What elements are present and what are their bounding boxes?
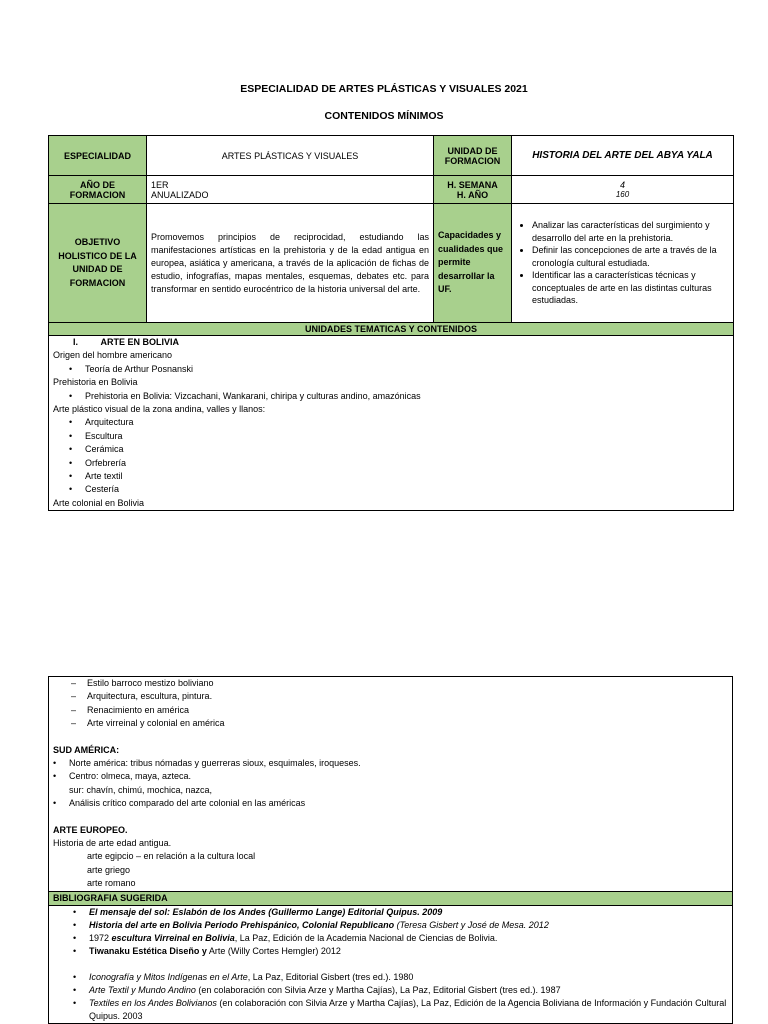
bib-item: • Iconografía y Mitos Indígenas en el Arte, La Paz, Editorial Gisbert (tres ed.). 1980: [53, 971, 728, 984]
objetivo-text: Promovemos principios de reciprocidad, estudiando las manifestaciones artísticas en la prehistoria y de la edad antigua en europea, asiática y americana, a través de la aplicación de fichas de estudio, infografías, mapas mentales, esquemas, debates etc. para transformar en sentido eurocéntrico de la historia universal del arte.: [147, 204, 434, 323]
euro-line: arte griego: [87, 864, 131, 875]
content-line: Origen del hombre americano: [53, 350, 173, 361]
contents-cell-1: [49, 336, 734, 511]
sud-title: SUD AMÉRICA:: [53, 744, 120, 755]
content-bullet: • Arquitectura: [53, 416, 729, 429]
bib-item: • Tiwanaku Estética Diseño y Arte (Willy Cortes Hemgler) 2012: [53, 945, 728, 958]
h-semana-label: H. SEMANA: [447, 179, 498, 190]
unidades-header: UNIDADES TEMATICAS Y CONTENIDOS: [49, 323, 734, 336]
dash-item: – Renacimiento en américa: [53, 704, 728, 717]
h-anio-value: 160: [615, 190, 630, 199]
info-table: [48, 135, 734, 511]
hours-labels: [434, 176, 512, 204]
unidad-label: UNIDAD DE FORMACION: [434, 136, 512, 176]
unidad-value: HISTORIA DEL ARTE DEL ABYA YALA: [512, 136, 734, 176]
anio-value-2: ANUALIZADO: [151, 189, 209, 200]
document-title: ESPECIALIDAD DE ARTES PLÁSTICAS Y VISUALES 2021: [240, 83, 528, 95]
capacidad-item: • Identificar las a características técnicas y conceptuales de arte en las distintas culturas estudiadas.: [532, 269, 731, 307]
sud-bullet: • Centro: olmeca, maya, azteca.: [53, 770, 728, 783]
section-number: I.: [73, 337, 79, 347]
sud-line: sur: chavín, chimú, mochica, nazca,: [69, 784, 213, 795]
bibliography-header: BIBLIOGRAFIA SUGERIDA: [49, 891, 733, 905]
content-bullet: • Prehistoria en Bolivia: Vizcachani, Wankarani, chiripa y culturas andino, amazónicas: [53, 390, 729, 403]
capacidad-item: • Definir las concepciones de arte a través de la cronología cultural estudiada.: [532, 244, 731, 269]
bib-item: • El mensaje del sol: Eslabón de los Andes (Guillermo Lange) Editorial Quipus. 2009: [53, 906, 728, 919]
euro-title: ARTE EUROPEO.: [53, 824, 128, 835]
h-semana-value: 4: [619, 180, 625, 190]
content-line: Arte plástico visual de la zona andina, valles y llanos:: [53, 404, 266, 415]
contents-cell-2: [49, 677, 733, 892]
euro-line: arte romano: [87, 878, 136, 889]
bib-item: • Arte Textil y Mundo Andino (en colaboración con Silvia Arze y Martha Cajías), La Paz, Editorial Gisbert (tres ed.). 1987: [53, 984, 728, 997]
content-bullet: • Orfebrería: [53, 457, 729, 470]
section-title: ARTE EN BOLIVIA: [100, 337, 180, 347]
especialidad-value: ARTES PLÁSTICAS Y VISUALES: [147, 136, 434, 176]
content-line: Prehistoria en Bolivia: [53, 377, 138, 388]
dash-item: – Arquitectura, escultura, pintura.: [53, 690, 728, 703]
euro-line: arte egipcio – en relación a la cultura local: [87, 851, 256, 862]
bib-item: • Textiles en los Andes Bolivianos (en colaboración con Silvia Arze y Martha Cajías), La Paz, Edición de la Agencia Boliviana de Información y Fundación Cultural Quipus. 2003: [53, 997, 728, 1023]
content-line: Arte colonial en Bolivia: [53, 497, 145, 508]
dash-item: – Arte virreinal y colonial en américa: [53, 717, 728, 730]
h-anio-label: H. AÑO: [456, 189, 489, 200]
content-bullet: • Teoría de Arthur Posnanski: [53, 363, 729, 376]
anio-value: [147, 176, 434, 204]
hours-values: [512, 176, 734, 204]
especialidad-label: ESPECIALIDAD: [49, 136, 147, 176]
capacidades-label: Capacidades y cualidades que permite desarrollar la UF.: [434, 204, 512, 323]
anio-value-1: 1ER: [151, 179, 169, 190]
contents-table-2: [48, 676, 733, 1024]
content-bullet: • Escultura: [53, 430, 729, 443]
bibliography-cell: [49, 905, 733, 1023]
sud-bullet: • Norte américa: tribus nómadas y guerreras sioux, esquimales, iroqueses.: [53, 757, 728, 770]
content-bullet: • Cestería: [53, 483, 729, 496]
anio-label: AÑO DE FORMACION: [49, 176, 147, 204]
document-subtitle: CONTENIDOS MÍNIMOS: [324, 110, 444, 122]
dash-item: – Estilo barroco mestizo boliviano: [53, 677, 728, 690]
sud-bullet: • Análisis crítico comparado del arte colonial en las américas: [53, 797, 728, 810]
content-bullet: • Cerámica: [53, 443, 729, 456]
section-heading: [53, 336, 729, 349]
content-bullet: • Arte textil: [53, 470, 729, 483]
objetivo-label: OBJETIVO HOLISTICO DE LA UNIDAD DE FORMACION: [49, 204, 147, 323]
bib-item: • 1972 escultura Virreinal en Bolivia, La Paz, Edición de la Academia Nacional de Ciencias de Bolivia.: [53, 932, 728, 945]
capacidad-item: • Analizar las características del surgimiento y desarrollo del arte en la prehistoria.: [532, 219, 731, 244]
capacidades-list: [512, 204, 734, 323]
bib-item: • Historia del arte en Bolivia Periodo Prehispánico, Colonial Republicano (Teresa Gisbert y José de Mesa. 2012: [53, 919, 728, 932]
euro-line: Historia de arte edad antigua.: [53, 838, 172, 849]
